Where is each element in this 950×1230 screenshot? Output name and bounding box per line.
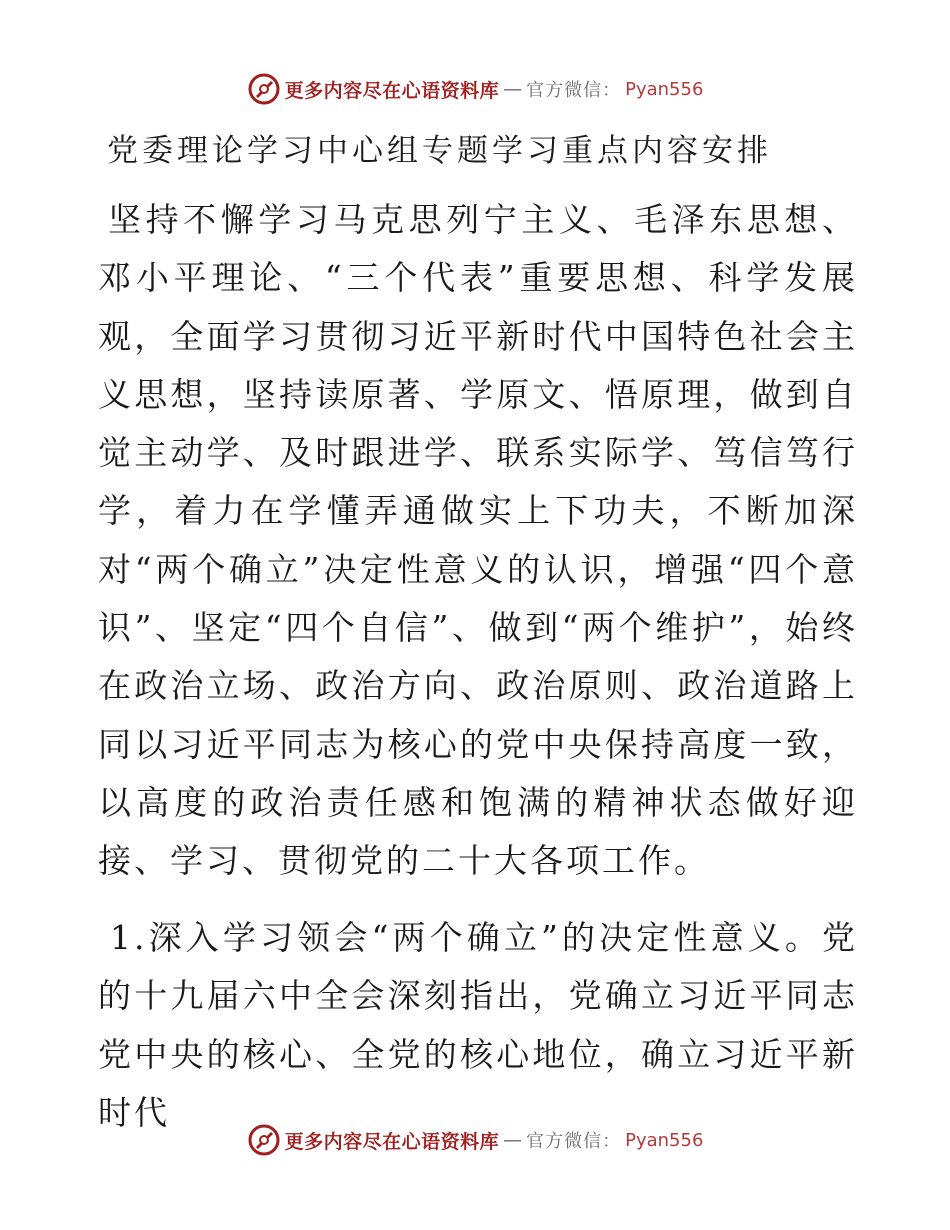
watermark-separator: — xyxy=(503,1129,523,1151)
document-title: 党委理论学习中心组专题学习重点内容安排 xyxy=(107,133,772,169)
watermark-wechat-handle: Pyan556 xyxy=(625,1129,704,1151)
watermark-brand-text: 更多内容尽在心语资料库 xyxy=(284,79,500,102)
body-paragraph: 坚持不懈学习马克思列宁主义、毛泽东思想、邓小平理论、“三个代表”重要思想、科学发展观，全面学习贯彻习近平新时代中国特色社会主义思想，坚持读原著、学原文、悟原理，做到自觉主动学、及时跟进学、联系实际学、笃信笃行学，着力在学懂弄通做实上下功夫，不断加深对“两个确立”决定性意义的认识，增强“四个意识”、坚定“四个自信”、做到“两个维护”，始终在政治立场、政治方向、政治原则、政治道路上同以习近平同志为核心的党中央保持高度一致，以高度的政治责任感和饱满的精神状态做好迎接、学习、贯彻党的二十大各项工作。 xyxy=(98,200,858,881)
quill-pen-logo-icon xyxy=(247,1123,281,1157)
body-paragraph-numbered: 1.深入学习领会“两个确立”的决定性意义。党的十九届六中全会深刻指出，党确立习近平同志党中央的核心、全党的核心地位，确立习近平新时代 xyxy=(98,918,858,1132)
footer-watermark xyxy=(0,1123,950,1157)
watermark-separator: — xyxy=(503,78,523,100)
watermark-official-label: 官方微信： xyxy=(526,80,622,101)
watermark-brand-text: 更多内容尽在心语资料库 xyxy=(284,1130,500,1153)
header-watermark xyxy=(0,72,950,106)
watermark-wechat-handle: Pyan556 xyxy=(625,78,704,100)
quill-pen-logo-icon xyxy=(247,72,281,106)
watermark-official-label: 官方微信： xyxy=(526,1131,622,1152)
